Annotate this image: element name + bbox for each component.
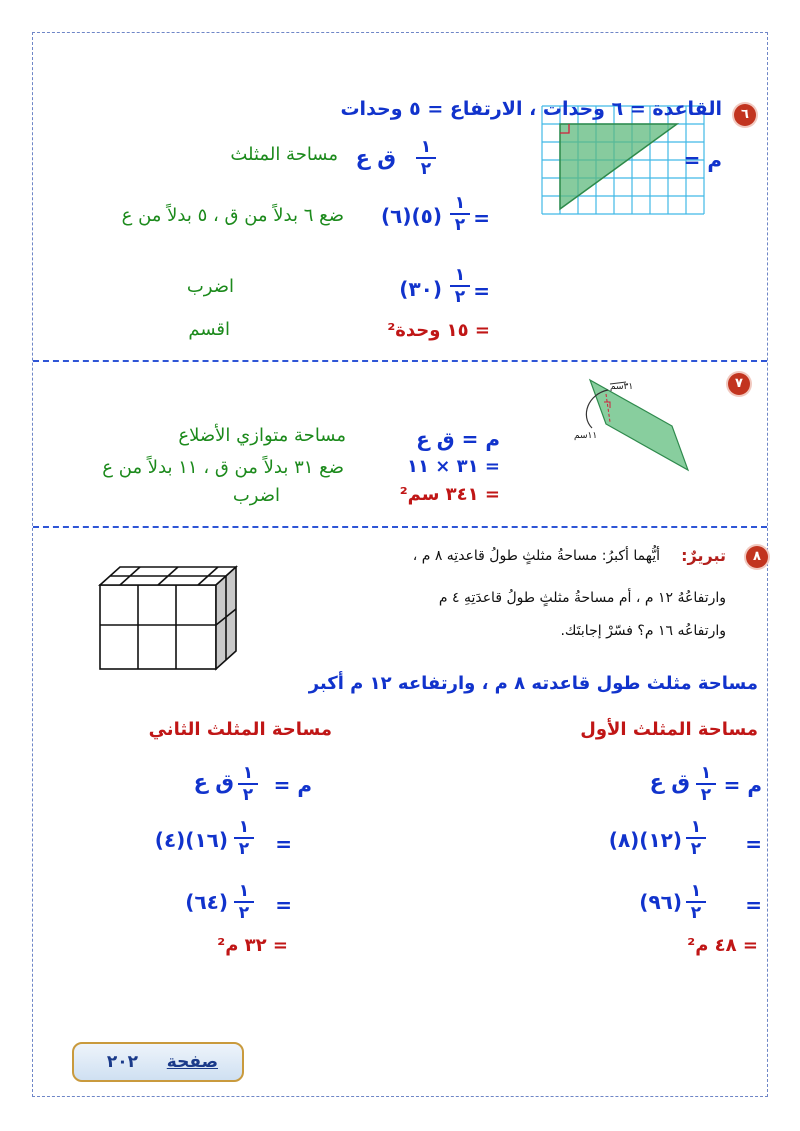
page-word: صفحة [166, 1052, 218, 1072]
q6-line3-eq: = [473, 279, 490, 303]
q6-line3-fraction: ١ ٢ [450, 266, 470, 306]
q6-line4: = ١٥ وحدة² [387, 320, 490, 341]
first-l3-fraction: ١ ٢ [686, 882, 706, 922]
q6-line3-expr: (٣٠) [399, 277, 442, 301]
separator-1 [33, 360, 767, 362]
q6-line3-note: اضرب [186, 276, 234, 297]
second-l2-fraction: ١ ٢ [234, 818, 254, 858]
q6-line1-note: مساحة المثلث [230, 144, 338, 165]
q6-line2-note: ضع ٦ بدلاً من ق ، ٥ بدلاً من ع [121, 205, 344, 226]
parallelogram-figure [570, 376, 700, 474]
q7-label-side: ١١سم [574, 431, 598, 441]
q6-line2-expr: (٦)(٥) [381, 204, 442, 228]
first-l4: = ٤٨ م² [687, 935, 758, 956]
separator-2 [33, 526, 767, 528]
q7-line2-note: ضع ٣١ بدلاً من ق ، ١١ بدلاً من ع [102, 457, 344, 478]
q6-line4-note: اقسم [188, 319, 230, 340]
second-l1-left: م = [273, 773, 312, 797]
second-l3-fraction: ١ ٢ [234, 882, 254, 922]
first-l2-fraction: ١ ٢ [686, 818, 706, 858]
cube-block-figure [98, 563, 238, 673]
q6-line1-left: م = [683, 148, 722, 172]
q7-label-top: ٣١سم [610, 382, 634, 392]
first-l2-expr: (٨)(١٢) [608, 828, 682, 852]
first-l1-left: م = [723, 773, 762, 797]
first-l3-expr: (٩٦) [639, 890, 682, 914]
q7-line3-note: اضرب [232, 485, 280, 506]
first-l1-right: ق ع [649, 770, 690, 794]
q6-line2-fraction: ١ ٢ [450, 194, 470, 234]
q6-given: القاعدة = ٦ وحدات ، الارتفاع = ٥ وحدات [340, 98, 722, 120]
first-triangle-title: مساحة المثلث الأول [580, 719, 758, 740]
second-l3-eq: = [275, 893, 292, 917]
first-l2-eq: = [745, 832, 762, 856]
question-7-badge: ٧ [728, 373, 750, 395]
page-number: ٢٠٢ [106, 1052, 138, 1072]
second-l3-expr: (٦٤) [185, 890, 228, 914]
second-l2-eq: = [275, 832, 292, 856]
q6-line1-right: ق ع [355, 146, 396, 170]
q8-text-line3: وارتفاعُه ١٦ م؟ فسّرْ إجابتَك. [560, 623, 726, 639]
question-6-badge: ٦ [734, 104, 756, 126]
second-l1-fraction: ١ ٢ [238, 764, 258, 804]
q8-answer: مساحة مثلث طول قاعدته ٨ م ، وارتفاعه ١٢ م أكبر [308, 673, 758, 694]
q7-line2: = ٣١ × ١١ [407, 456, 500, 477]
first-l1-fraction: ١ ٢ [696, 764, 716, 804]
q8-label: تبريرٌ: [681, 546, 726, 565]
second-l1-right: ق ع [193, 770, 234, 794]
q8-text-line1: أيُّهما أكبرُ: مساحةُ مثلثٍ طولُ قاعدتِه ٨ م ، [412, 548, 660, 564]
question-8-badge: ٨ [746, 546, 768, 568]
page-number-box [72, 1042, 244, 1082]
q7-line1-note: مساحة متوازي الأضلاع [178, 425, 346, 446]
q7-line3: = ٣٤١ سم² [399, 484, 500, 505]
q8-text-line2: وارتفاعُهُ ١٢ م ، أم مساحةُ مثلثٍ طولُ قاعدَتِهِ ٤ م [438, 590, 726, 606]
second-l4: = ٣٢ م² [217, 935, 288, 956]
second-l2-expr: (٤)(١٦) [154, 828, 228, 852]
second-triangle-title: مساحة المثلث الثاني [148, 719, 332, 740]
q6-line2-eq: = [473, 206, 490, 230]
first-l3-eq: = [745, 893, 762, 917]
q7-line1: م = ق ع [416, 427, 500, 451]
q6-line1-fraction: ١ ٢ [416, 138, 436, 178]
